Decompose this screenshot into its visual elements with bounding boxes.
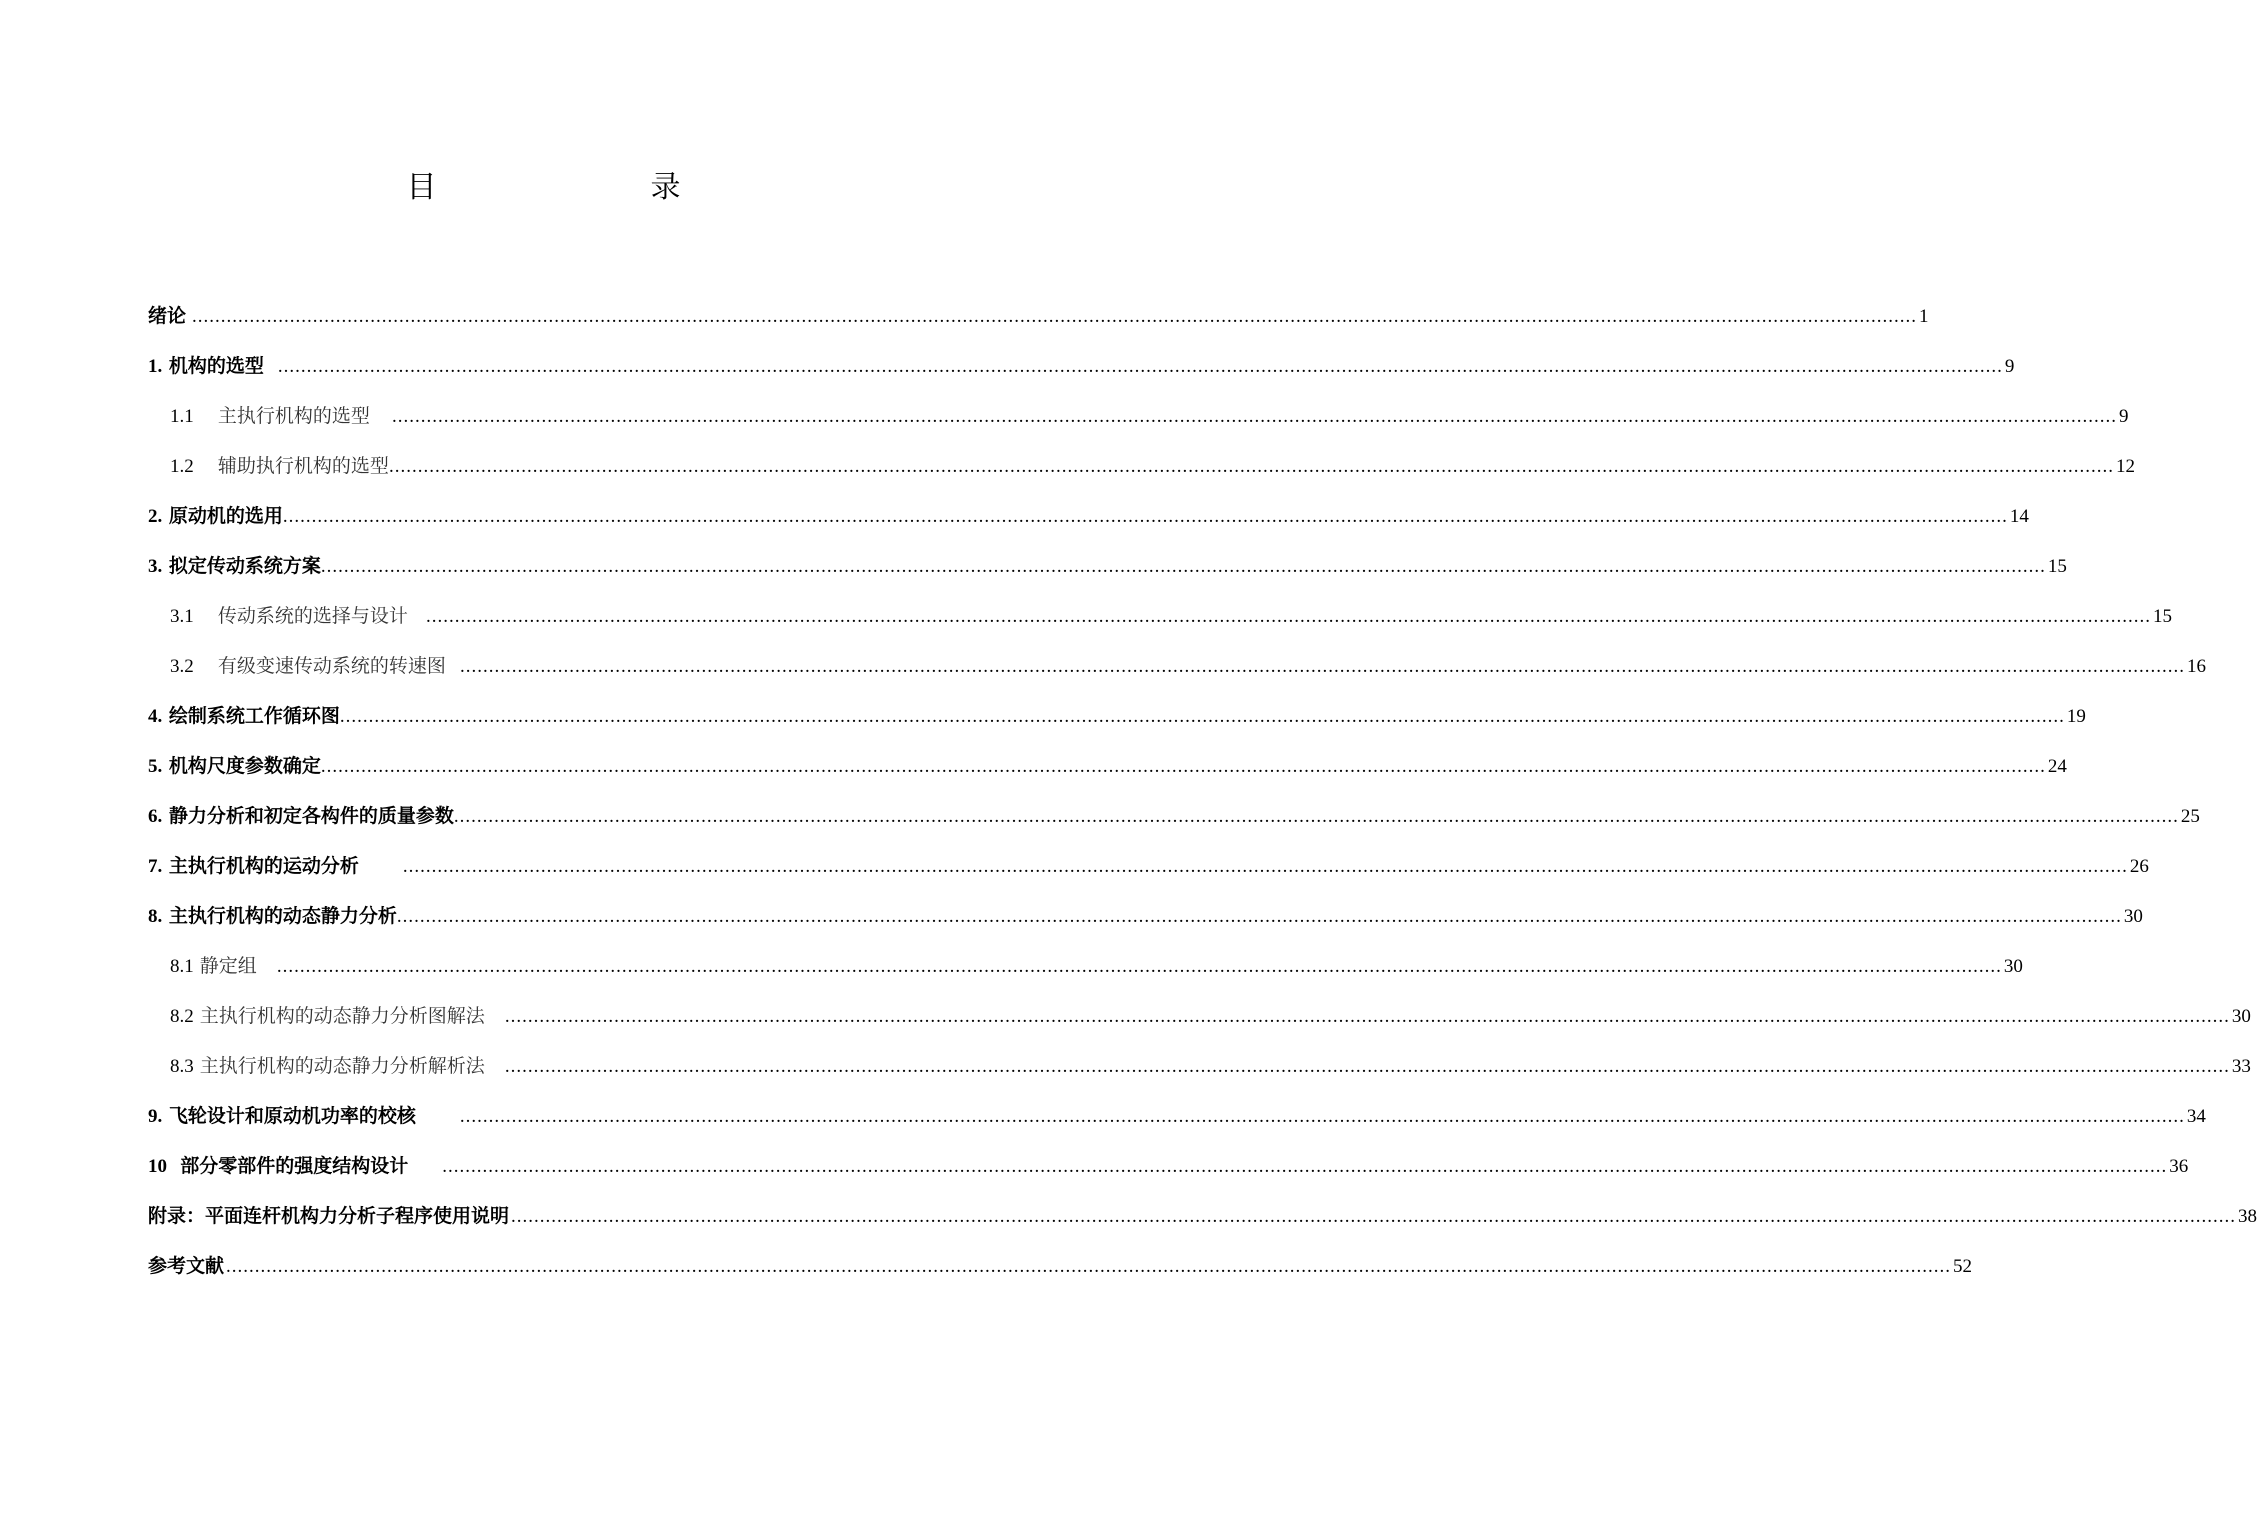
toc-entry-text: 绪论 xyxy=(148,305,187,327)
toc-leader-dots: ............................................................................................................................................................................................................................................................................................................ xyxy=(504,1006,2230,1027)
toc-entry-text: 传动系统的选择与设计 xyxy=(217,605,408,627)
toc-entry-page: 26 xyxy=(2129,856,2149,877)
toc-entry-number: 1. xyxy=(148,356,163,377)
toc-leader-dots: ............................................................................................................................................................................................................................................................................................................ xyxy=(320,756,2046,777)
toc-leader-dots: ............................................................................................................................................................................................................................................................................................................ xyxy=(425,606,2151,627)
toc-leader-dots: ............................................................................................................................................................................................................................................................................................................ xyxy=(192,306,1918,327)
toc-entry-page: 30 xyxy=(2123,906,2143,927)
toc-entry-label xyxy=(170,646,446,687)
toc-entry-page: 33 xyxy=(2231,1056,2251,1077)
toc-entry[interactable] xyxy=(170,396,2129,436)
toc-entry-page: 36 xyxy=(2169,1156,2189,1177)
toc-entry[interactable] xyxy=(170,446,2135,486)
toc-entry-text: 附录：平面连杆机构力分析子程序使用说明 xyxy=(148,1205,510,1227)
toc-entry-number: 7. xyxy=(148,856,163,877)
toc-entry-page: 25 xyxy=(2180,806,2200,827)
toc-leader-dots: ............................................................................................................................................................................................................................................................................................................ xyxy=(276,956,2002,977)
toc-entry-page: 12 xyxy=(2115,456,2135,477)
toc-entry-page: 15 xyxy=(2047,556,2067,577)
toc-entry-text: 部分零部件的强度结构设计 xyxy=(180,1155,409,1177)
toc-entry-label xyxy=(148,796,454,837)
toc-entry-label xyxy=(148,346,264,387)
toc-leader-dots: ............................................................................................................................................................................................................................................................................................................ xyxy=(459,656,2185,677)
page-title: 目 录 xyxy=(406,170,773,205)
toc-entry-page: 30 xyxy=(2003,956,2023,977)
toc-entry-page: 24 xyxy=(2047,756,2067,777)
toc-leader-dots: ............................................................................................................................................................................................................................................................................................................ xyxy=(320,556,2046,577)
toc-entry[interactable] xyxy=(148,296,1929,336)
toc-entry-number: 6. xyxy=(148,806,163,827)
toc-entry-number: 3. xyxy=(148,556,163,577)
toc-entry[interactable] xyxy=(148,546,2067,586)
toc-entry-page: 1 xyxy=(1919,306,1929,327)
toc-leader-dots: ............................................................................................................................................................................................................................................................................................................ xyxy=(511,1206,2237,1227)
toc-leader-dots: ............................................................................................................................................................................................................................................................................................................ xyxy=(402,856,2128,877)
toc-entry-page: 16 xyxy=(2186,656,2206,677)
toc-leader-dots: ............................................................................................................................................................................................................................................................................................................ xyxy=(391,406,2117,427)
toc-entry[interactable] xyxy=(148,346,2015,386)
toc-leader-dots: ............................................................................................................................................................................................................................................................................................................ xyxy=(459,1106,2185,1127)
toc-entry[interactable] xyxy=(148,896,2143,936)
toc-entry[interactable] xyxy=(170,946,2023,986)
toc-leader-dots: ............................................................................................................................................................................................................................................................................................................ xyxy=(396,906,2122,927)
toc-entry-text: 原动机的选用 xyxy=(168,505,283,527)
toc-entry[interactable] xyxy=(148,1096,2206,1136)
toc-entry-label xyxy=(170,446,389,487)
toc-entry[interactable] xyxy=(170,646,2206,686)
toc-entry-text: 主执行机构的运动分析 xyxy=(168,855,359,877)
toc-entry-text: 静定组 xyxy=(199,955,257,977)
toc-entry-page: 15 xyxy=(2152,606,2172,627)
toc-entry-number: 3.2 xyxy=(170,656,194,677)
toc-entry-label xyxy=(148,1146,408,1187)
toc-leader-dots: ............................................................................................................................................................................................................................................................................................................ xyxy=(504,1056,2230,1077)
toc-entry-text: 机构的选型 xyxy=(168,355,264,377)
toc-leader-dots: ............................................................................................................................................................................................................................................................................................................ xyxy=(388,456,2114,477)
toc-entry-label xyxy=(148,1096,416,1137)
toc-entry-label xyxy=(148,1246,224,1286)
toc-entry[interactable] xyxy=(148,846,2149,886)
toc-entry-label xyxy=(148,496,283,537)
toc-leader-dots: ............................................................................................................................................................................................................................................................................................................ xyxy=(277,356,2003,377)
toc-entry-label xyxy=(170,596,408,637)
toc-entry-label xyxy=(148,846,359,887)
toc-entry-number: 9. xyxy=(148,1106,163,1127)
toc-entry-label xyxy=(170,396,370,437)
toc-entry-number: 5. xyxy=(148,756,163,777)
toc-leader-dots: ............................................................................................................................................................................................................................................................................................................ xyxy=(282,506,2008,527)
toc-entry-page: 14 xyxy=(2009,506,2029,527)
toc-entry-number: 8.3 xyxy=(170,1056,194,1077)
toc-entry[interactable] xyxy=(148,496,2029,536)
toc-entry-number: 1.1 xyxy=(170,406,194,427)
toc-entry-page: 34 xyxy=(2186,1106,2206,1127)
toc-entry-text: 绘制系统工作循环图 xyxy=(168,705,340,727)
toc-entry-page: 9 xyxy=(2004,356,2015,377)
toc-entry[interactable] xyxy=(170,1046,2251,1086)
toc-entry-number: 8.2 xyxy=(170,1006,194,1027)
toc-entry-page: 9 xyxy=(2118,406,2129,427)
toc-entry-text: 机构尺度参数确定 xyxy=(168,755,321,777)
toc-entry-label xyxy=(170,946,257,987)
toc-entry[interactable] xyxy=(148,1196,2257,1236)
toc-entry[interactable] xyxy=(170,996,2251,1036)
toc-entry-label xyxy=(148,896,397,937)
toc-entry-text: 主执行机构的选型 xyxy=(217,405,370,427)
toc-entry-label xyxy=(170,1046,485,1087)
toc-entry-text: 静力分析和初定各构件的质量参数 xyxy=(168,805,454,827)
toc-leader-dots: ............................................................................................................................................................................................................................................................................................................ xyxy=(442,1156,2168,1177)
toc-entry-text: 主执行机构的动态静力分析图解法 xyxy=(199,1005,485,1027)
toc-entry-text: 有级变速传动系统的转速图 xyxy=(217,655,446,677)
toc-entry-label xyxy=(148,746,321,787)
toc-entry-label xyxy=(148,1196,509,1236)
toc-entry-text: 辅助执行机构的选型 xyxy=(217,455,389,477)
toc-entry-text: 参考文献 xyxy=(148,1255,225,1277)
toc-entry-number: 8. xyxy=(148,906,163,927)
toc-entry-text: 拟定传动系统方案 xyxy=(168,555,321,577)
toc-leader-dots: ............................................................................................................................................................................................................................................................................................................ xyxy=(453,806,2179,827)
toc-entry[interactable] xyxy=(148,746,2067,786)
toc-entry[interactable] xyxy=(148,1246,1973,1286)
toc-entry-page: 19 xyxy=(2066,706,2086,727)
toc-entry-label xyxy=(148,546,321,587)
toc-entry[interactable] xyxy=(148,796,2200,836)
toc-entry-page: 52 xyxy=(1953,1256,1973,1277)
toc-entry-page: 38 xyxy=(2238,1206,2257,1227)
toc-entry[interactable] xyxy=(148,1146,2189,1186)
toc-entry-number: 3.1 xyxy=(170,606,194,627)
toc-entry-text: 主执行机构的动态静力分析 xyxy=(168,905,397,927)
toc-leader-dots: ............................................................................................................................................................................................................................................................................................................ xyxy=(226,1256,1952,1277)
toc-entry[interactable] xyxy=(170,596,2172,636)
toc-entry-text: 主执行机构的动态静力分析解析法 xyxy=(199,1055,485,1077)
toc-entry[interactable] xyxy=(148,696,2086,736)
toc-entry-label xyxy=(148,296,186,336)
toc-entry-text: 飞轮设计和原动机功率的校核 xyxy=(168,1105,416,1127)
toc-leader-dots: ............................................................................................................................................................................................................................................................................................................ xyxy=(339,706,2065,727)
toc-entry-label xyxy=(148,696,340,737)
toc-entry-number: 8.1 xyxy=(170,956,194,977)
toc-entry-number: 1.2 xyxy=(170,456,194,477)
toc-entry-number: 10 xyxy=(148,1156,167,1177)
toc-entry-label xyxy=(170,996,485,1037)
toc-entry-number: 2. xyxy=(148,506,163,527)
toc-entry-page: 30 xyxy=(2231,1006,2251,1027)
toc-entry-number: 4. xyxy=(148,706,163,727)
